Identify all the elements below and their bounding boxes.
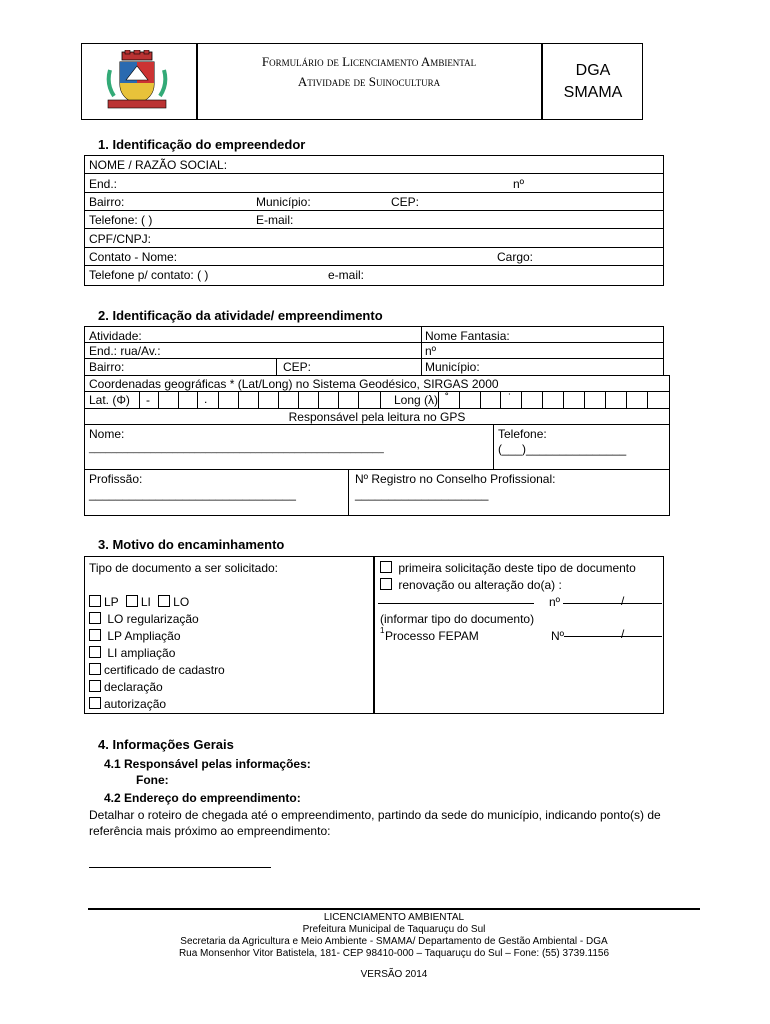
renovacao-slash: / bbox=[621, 594, 625, 608]
fone-label: Fone: bbox=[136, 773, 169, 787]
lo-regularizacao-option bbox=[89, 612, 199, 626]
gps-col-line bbox=[493, 424, 494, 470]
processo-no-label: Nº bbox=[551, 629, 565, 643]
certificado-checkbox[interactable] bbox=[89, 663, 101, 675]
s1-end-field[interactable]: End.: bbox=[89, 177, 118, 191]
footer-line2: Prefeitura Municipal de Taquaruçu do Sul bbox=[302, 924, 486, 935]
s3-col-line bbox=[373, 556, 375, 714]
coord-cell[interactable] bbox=[563, 392, 564, 408]
coord-cell[interactable] bbox=[605, 392, 606, 408]
s2-bairro-field[interactable]: Bairro: bbox=[89, 360, 125, 374]
s1-email-field[interactable]: E-mail: bbox=[256, 213, 294, 227]
coord-cell[interactable] bbox=[438, 392, 439, 408]
footnote-marker: 1 bbox=[380, 626, 385, 635]
long-tick: ˙ bbox=[508, 391, 512, 405]
s41-label: 4.1 Responsável pelas informações: bbox=[104, 757, 311, 771]
coord-cell[interactable] bbox=[197, 392, 198, 408]
coord-cell[interactable] bbox=[318, 392, 319, 408]
s1-row-line bbox=[84, 247, 664, 248]
declaracao-option bbox=[89, 680, 163, 694]
s1-cpf-field[interactable]: CPF/CNPJ: bbox=[89, 232, 152, 246]
footer-rule bbox=[88, 908, 700, 910]
autorizacao-checkbox[interactable] bbox=[89, 697, 101, 709]
s1-numero-field[interactable]: nº bbox=[513, 177, 525, 191]
autorizacao-label: autorização bbox=[104, 697, 167, 711]
footer-line4: Rua Monsenhor Vitor Batistela, 181- CEP 98410-000 – Taquaruçu do Sul – Fone: (55) 3739.1156 bbox=[178, 948, 610, 959]
lp-li-lo-options bbox=[89, 595, 189, 609]
s1-row-line bbox=[84, 228, 664, 229]
coord-cell[interactable] bbox=[626, 392, 627, 408]
s1-contato-field[interactable]: Contato - Nome: bbox=[89, 250, 178, 264]
coord-cell[interactable] bbox=[521, 392, 522, 408]
renovacao-label: renovação ou alteração do(a) : bbox=[398, 578, 562, 592]
coords-label: Coordenadas geográficas * (Lat/Long) no Sistema Geodésico, SIRGAS 2000 bbox=[89, 377, 499, 391]
lo-regularizacao-checkbox[interactable] bbox=[89, 612, 101, 624]
section1-title: 1. Identificação do empreendedor bbox=[98, 137, 306, 152]
declaracao-checkbox[interactable] bbox=[89, 680, 101, 692]
coord-cell[interactable] bbox=[647, 392, 648, 408]
coord-cell[interactable] bbox=[338, 392, 339, 408]
profissao-label: Profissão: bbox=[89, 472, 143, 486]
processo-fepam-label: Processo FEPAM bbox=[385, 629, 479, 643]
detalhe-line2: referência mais próximo ao empreendimento: bbox=[89, 824, 331, 838]
coord-cell[interactable] bbox=[178, 392, 179, 408]
lp-checkbox[interactable] bbox=[89, 595, 101, 607]
registro-label: Nº Registro no Conselho Profissional: bbox=[355, 472, 556, 486]
s1-telefone-field[interactable]: Telefone: ( ) bbox=[89, 213, 153, 227]
declaracao-label: declaração bbox=[104, 680, 163, 694]
footer bbox=[88, 912, 700, 981]
department-label bbox=[543, 60, 643, 104]
lat-dot: . bbox=[204, 392, 208, 406]
coord-cell[interactable] bbox=[358, 392, 359, 408]
lo-regularizacao-label: LO regularização bbox=[107, 612, 199, 626]
li-ampliacao-checkbox[interactable] bbox=[89, 646, 101, 658]
li-label: LI bbox=[140, 595, 151, 609]
coords-row-line bbox=[84, 408, 670, 409]
s1-row-line bbox=[84, 173, 664, 174]
coord-cell[interactable] bbox=[278, 392, 279, 408]
s1-municipio-field[interactable]: Município: bbox=[256, 195, 311, 209]
footer-line1: LICENCIAMENTO AMBIENTAL bbox=[323, 912, 465, 923]
informar-label: (informar tipo do documento) bbox=[380, 612, 535, 626]
renovacao-no-label: nº bbox=[549, 595, 561, 609]
lp-ampliacao-checkbox[interactable] bbox=[89, 629, 101, 641]
gps-telefone-label: Telefone: bbox=[498, 427, 547, 441]
s2-row-line bbox=[84, 342, 664, 343]
li-ampliacao-option bbox=[89, 646, 175, 660]
s1-row-line bbox=[84, 192, 664, 193]
registro-field[interactable]: ____________________ bbox=[355, 487, 489, 501]
coord-cell[interactable] bbox=[584, 392, 585, 408]
processo-slash: / bbox=[621, 627, 625, 641]
form-title bbox=[198, 52, 540, 92]
lp-label: LP bbox=[104, 595, 119, 609]
gps-nome-label: Nome: bbox=[89, 427, 125, 441]
s2-municipio-field[interactable]: Município: bbox=[425, 360, 480, 374]
s1-row-line bbox=[84, 210, 664, 211]
s2-numero-field[interactable]: nº bbox=[425, 344, 437, 358]
primeira-solicitacao-label: primeira solicitação deste tipo de documento bbox=[398, 561, 636, 575]
autorizacao-option bbox=[89, 697, 166, 711]
s2-col-line bbox=[421, 326, 422, 376]
footer-line3: Secretaria da Agricultura e Meio Ambiente - SMAMA/ Departamento de Gestão Ambiental - DGA bbox=[180, 936, 608, 947]
renovacao-type-line bbox=[378, 603, 534, 604]
roteiro-answer-line[interactable] bbox=[89, 867, 271, 868]
renovacao-option bbox=[380, 578, 562, 592]
coord-cell[interactable] bbox=[500, 392, 501, 408]
lat-minus: - bbox=[146, 393, 150, 407]
certificado-option bbox=[89, 663, 225, 677]
gps-nome-field[interactable]: _____________________________________________________ bbox=[89, 443, 384, 454]
department-line1: DGA bbox=[575, 62, 611, 79]
coord-cell[interactable] bbox=[459, 392, 460, 408]
lp-ampliacao-option bbox=[89, 629, 181, 643]
form-title-line2: Atividade de Suinocultura bbox=[297, 74, 441, 89]
section4-title: 4. Informações Gerais bbox=[98, 737, 234, 752]
coord-cell[interactable] bbox=[238, 392, 239, 408]
s1-cep-field[interactable]: CEP: bbox=[391, 195, 420, 209]
s1-bairro-field[interactable]: Bairro: bbox=[89, 195, 125, 209]
municipal-coat-of-arms-icon bbox=[104, 50, 170, 112]
section2-title: 2. Identificação da atividade/ empreendimento bbox=[98, 308, 383, 323]
coord-cell[interactable] bbox=[139, 392, 140, 408]
processo-number-line[interactable] bbox=[564, 636, 662, 637]
coord-cell[interactable] bbox=[258, 392, 259, 408]
coord-cell[interactable] bbox=[158, 392, 159, 408]
section2-top-box bbox=[84, 326, 664, 376]
renovacao-number-line[interactable] bbox=[563, 603, 662, 604]
gps-label: Responsável pela leitura no GPS bbox=[288, 410, 466, 424]
form-title-line1: Formulário de Licenciamento Ambiental bbox=[261, 54, 477, 69]
coord-cell[interactable] bbox=[542, 392, 543, 408]
coord-cell[interactable] bbox=[380, 392, 381, 408]
detalhe-line1: Detalhar o roteiro de chegada até o empreendimento, partindo da sede do município, indicando ponto(s) de bbox=[89, 808, 661, 822]
primeira-solicitacao-checkbox[interactable] bbox=[380, 561, 392, 573]
lo-checkbox[interactable] bbox=[158, 595, 170, 607]
s1-email2-field[interactable]: e-mail: bbox=[328, 268, 365, 282]
renovacao-checkbox[interactable] bbox=[380, 578, 392, 590]
s1-cargo-field[interactable]: Cargo: bbox=[497, 250, 534, 264]
lat-label: Lat. (Φ) bbox=[89, 393, 130, 407]
section1-box bbox=[84, 155, 664, 286]
gps-row-line bbox=[84, 424, 670, 425]
s2-col-line bbox=[276, 358, 277, 376]
department-line2: SMAMA bbox=[563, 84, 623, 101]
coord-cell[interactable] bbox=[298, 392, 299, 408]
lo-label: LO bbox=[173, 595, 190, 609]
s1-tel-contato-field[interactable]: Telefone p/ contato: ( ) bbox=[89, 268, 209, 282]
s2-fantasia-field[interactable]: Nome Fantasia: bbox=[425, 329, 510, 343]
tipo-documento-label: Tipo de documento a ser solicitado: bbox=[89, 561, 278, 575]
lp-ampliacao-label: LP Ampliação bbox=[107, 629, 181, 643]
s1-row-line bbox=[84, 265, 664, 266]
s42-label: 4.2 Endereço do empreendimento: bbox=[104, 791, 301, 805]
profissao-col-line bbox=[348, 469, 349, 516]
s2-cep-field[interactable]: CEP: bbox=[283, 360, 312, 374]
s2-atividade-field[interactable]: Atividade: bbox=[89, 329, 142, 343]
section3-title: 3. Motivo do encaminhamento bbox=[98, 537, 285, 552]
long-label: Long (λ) bbox=[394, 393, 439, 407]
s2-row-line bbox=[84, 358, 664, 359]
coord-cell[interactable] bbox=[480, 392, 481, 408]
li-checkbox[interactable] bbox=[126, 595, 138, 607]
coord-cell[interactable] bbox=[218, 392, 219, 408]
profissao-field[interactable]: _______________________________ bbox=[89, 487, 296, 501]
s1-nome-field[interactable]: NOME / RAZÃO SOCIAL: bbox=[89, 158, 228, 172]
primeira-solicitacao-option bbox=[380, 561, 636, 575]
s2-end-field[interactable]: End.: rua/Av.: bbox=[89, 344, 161, 358]
li-ampliacao-label: LI ampliação bbox=[107, 646, 176, 660]
long-degree: ˚ bbox=[445, 391, 449, 405]
footer-version: VERSÃO 2014 bbox=[360, 969, 428, 980]
certificado-label: certificado de cadastro bbox=[104, 663, 225, 677]
coords-row-line bbox=[84, 391, 670, 392]
gps-telefone-field[interactable]: (___)_______________ bbox=[498, 442, 627, 456]
